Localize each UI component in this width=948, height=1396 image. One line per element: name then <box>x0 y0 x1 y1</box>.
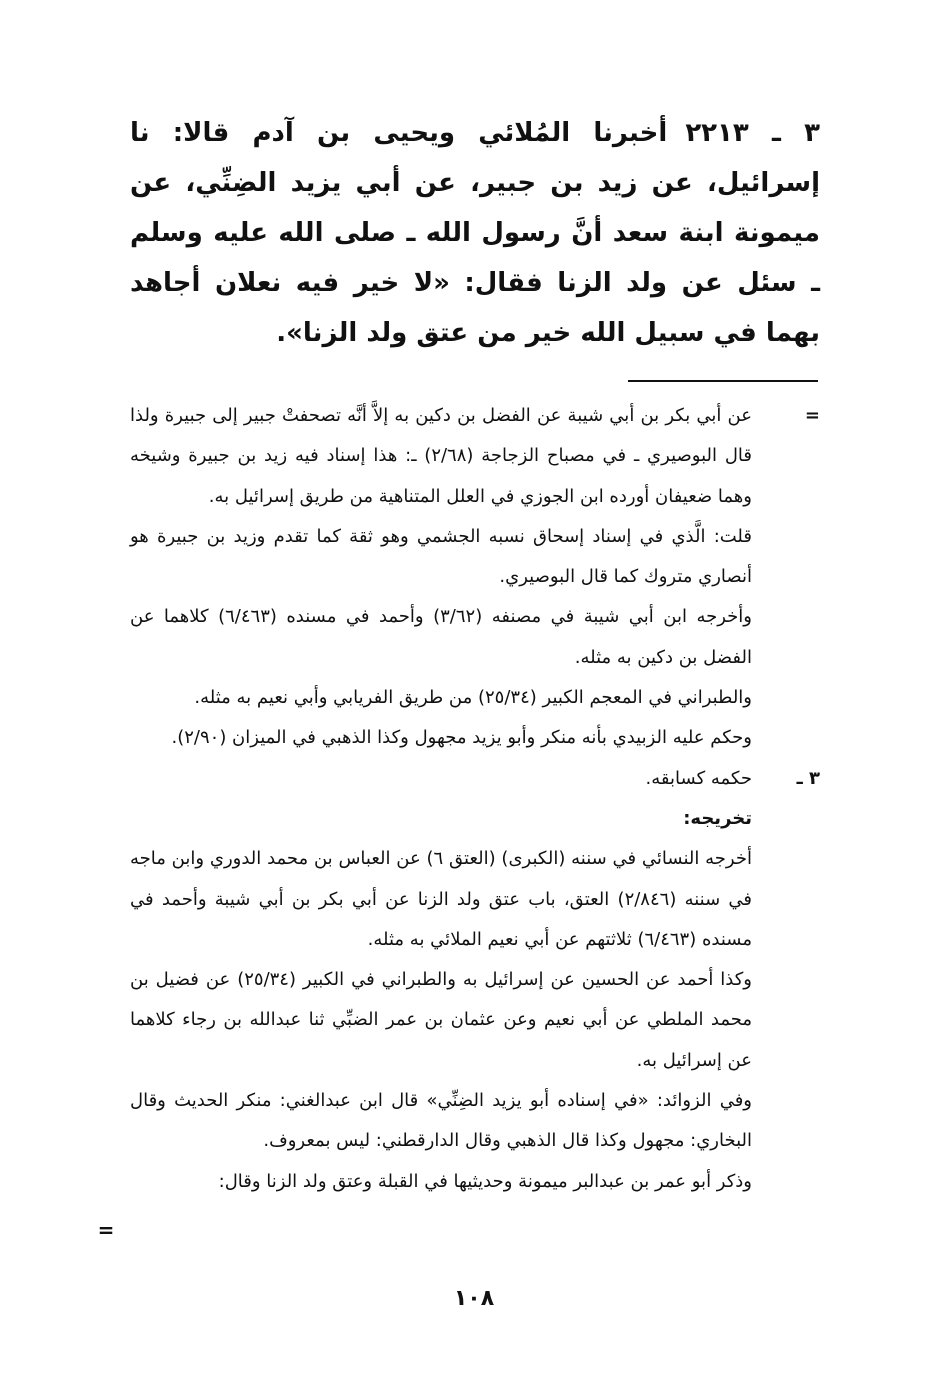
footnotes-section <box>130 396 820 1202</box>
footnote-paragraph: وأخرجه ابن أبي شيبة في مصنفه (٣/٦٢) وأحمد في مسنده (٦/٤٦٣) كلاهما عن الفضل بن دكين به مثله. <box>130 606 752 668</box>
footnote-3 <box>130 759 820 1202</box>
continuation-marker: = <box>804 405 820 426</box>
hadith-number: ٣ ـ ٢٢١٣ <box>685 118 820 148</box>
footnote-3-intro: حكمه كسابقه. <box>645 767 752 789</box>
footnote-3-marker: ٣ ـ <box>796 767 820 789</box>
footnote-paragraph: وحكم عليه الزبيدي بأنه منكر وأبو يزيد مجهول وكذا الذهبي في الميزان (٢/٩٠). <box>171 727 752 749</box>
page-number: ١٠٨ <box>453 1286 495 1311</box>
takhrij-paragraph: وذكر أبو عمر بن عبدالبر ميمونة وحديثيها في القبلة وعتق ولد الزنا وقال: <box>218 1170 752 1192</box>
takhrij-paragraph: وكذا أحمد عن الحسين عن إسرائيل به والطبراني في الكبير (٢٥/٣٤) عن فضيل بن محمد الملطي عن أبي نعيم وعن عثمان بن عمر الضبِّي ثنا عبدالله بن رجاء كلاهما عن إسرائيل به. <box>130 969 753 1071</box>
footnote-paragraph: عن أبي بكر بن أبي شيبة عن الفضل بن دكين به إلاَّ أنَّه تصحفتْ جبير إلى جبيرة ولذا قال البوصيري ـ في مصباح الزجاجة (٢/٦٨) ـ: هذا إسناد فيه زيد بن جبيرة وشيخه وهما ضعيفان أورده ابن الجوزي في العلل المتناهية من طريق إسرائيل به. <box>130 405 752 507</box>
hadith-paragraph <box>130 108 820 358</box>
footnote-continuation <box>130 396 820 759</box>
takhrij-heading: تخريجه: <box>683 807 752 829</box>
continued-marker: = <box>97 1218 115 1242</box>
takhrij-paragraph: أخرجه النسائي في سننه (الكبرى) (العتق ٦) عن العباس بن محمد الدوري وابن ماجه في سننه (٢/٨٤٦) العتق، باب عتق ولد الزنا عن أبي بكر بن أبي شيبة وأحمد في مسنده (٦/٤٦٣) ثلاثتهم عن أبي نعيم الملائي به مثله. <box>130 848 753 950</box>
footnote-paragraph: والطبراني في المعجم الكبير (٢٥/٣٤) من طريق الفريابي وأبي نعيم به مثله. <box>194 687 752 709</box>
hadith-text: أخبرنا المُلائي ويحيى بن آدم قالا: نا إسرائيل، عن زيد بن جبير، عن أبي يزيد الضِنِّي، عن ميمونة ابنة سعد أنَّ رسول الله ـ صلى الله عليه وسلم ـ سئل عن ولد الزنا فقال: «لا خير فيه نعلان أجاهد بهما في سبيل الله خير من عتق ولد الزنا». <box>130 118 820 348</box>
footnote-paragraph: قلت: الَّذي في إسناد إسحاق نسبه الجشمي وهو ثقة كما تقدم وزيد بن جبيرة هو أنصاري متروك كما قال البوصيري. <box>130 525 752 588</box>
takhrij-paragraph: وفي الزوائد: «في إسناده أبو يزيد الضِنِّي» قال ابن عبدالغني: منكر الحديث وقال البخاري: مجهول وكذا قال الذهبي وقال الدارقطني: ليس بمعروف. <box>130 1090 752 1152</box>
footnote-separator <box>628 380 818 382</box>
